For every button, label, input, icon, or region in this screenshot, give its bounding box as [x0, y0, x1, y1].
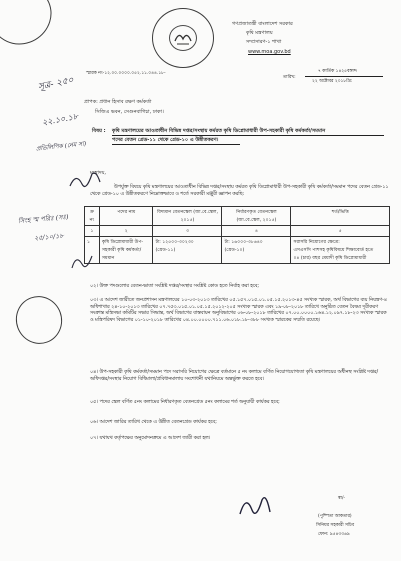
table-cell-condition — [291, 237, 390, 264]
signature-scribble-icon — [236, 492, 276, 522]
new-scale-line-1: টা: ১৬০০০-৩৮৬৪০ — [224, 240, 263, 245]
paragraph-07: ০৭। যথাযথ কর্তৃপক্ষের অনুমোদনক্রমে এ আদেশ জারী করা হল। — [90, 436, 211, 441]
handwritten-date-note-2: ২৫/১০/১৮ — [33, 231, 64, 243]
signatory-title: সিনিয়র সহকারী সচিব — [316, 523, 355, 528]
margin-scribble-icon — [70, 252, 96, 274]
old-scale-line-1: টা: ১২৫০০-৩০২৩০ — [155, 240, 194, 245]
post-line-3: সমমান — [102, 256, 115, 261]
left-round-stamp — [9, 290, 69, 351]
condition-line-1: সরাসরি নিয়োগের ক্ষেত্রে: — [293, 240, 340, 245]
signatory-name: (পুষ্পিতা আকতার) — [318, 514, 352, 519]
table-header-old-scale: বিদ্যমান বেতনস্কেল (জা.বে.স্কেল, ২০১৫) — [153, 207, 222, 226]
handwritten-ref-note: সূত্র- ২৫০ — [37, 75, 75, 93]
paragraph-03: ০৩। এ আদেশ জারীতে জনপ্রশাসন মন্ত্রণালয়ের ১০-০৩-২০১৩ তারিখের ০৫.১৫৭.০১৫.০১.০৫.১৫.২০১৩-৪৫ সংখ্যক স্মারক, অর্থ বিভাগের ব্যয় নিয়ন্ত্রণ-৪ অধিশাখার ২৪-১০-২০১৩ তারিখের ০৭.৭৫৩.০১৫.০১.০৫.১৫.২০১২-২০৫ সংখ্যক স্মারক এবং ১৯-০৮-২০১৮ তারিখে অনুষ্ঠিত বেতন বৈষম্য দূরীকরণ সংক্রান্ত মন্ত্রিসভা কমিটির সভার সিদ্ধান্ত, অর্থ বিভাগের বাস্তবায়ন অনুবিভাগের ০৬-০৮-২০১৮ তারিখের ০৭.০০.০০০০.১৬৪.১২.০৯৭.১৮-২৩ সংখ্যক স্মারক ও মন্ত্রিপরিষদ বিভাগের ০১-১০-২০১৮ তারিখের ০৪.০০.০০০০.৭১১.০৬.০১৮.১৮-৩৮৮ সংখ্যক স্মারকের সম্মতি রয়েছে। — [90, 298, 387, 323]
table-header-condition: শর্ত/ভিত্তি — [291, 207, 390, 226]
table-header-new-scale: নির্ধারণকৃত বেতনস্কেল (জা.বে.স্কেল, ২০১৫) — [222, 207, 291, 226]
paragraph-02: ০২। উক্ত পদগুলোর বেতন-ভাতা সংশ্লিষ্ট দপ্তর/সংস্থার সংশ্লিষ্ট কোড হতে নির্বাহ করা হবে; — [90, 284, 260, 289]
corner-stamp — [0, 0, 62, 56]
table-cell-post — [100, 237, 153, 264]
subject-line-1: কৃষি মন্ত্রণালয়ের আওতাধীন বিভিন্ন দপ্তর/সংস্থায় কর্মরত কৃষি ডিপ্লোমাধারী উপ-সহকারী কৃষি কর্মকর্তা/সমমান — [112, 128, 326, 134]
scale-table — [84, 206, 390, 264]
subject-label: বিষয় : — [92, 128, 106, 134]
seal-emblem-icon — [171, 27, 195, 49]
table-index-4: ৪ — [222, 226, 291, 237]
round-seal-stamp — [152, 8, 214, 68]
ministry-name: কৃষি মন্ত্রণালয় — [246, 30, 273, 36]
salutation: মহোদয়, — [90, 170, 107, 176]
table-header-no: ক্র নং — [85, 207, 100, 226]
paragraph-05: ০৫। পদের স্কেল বর্ণিত ৫নং কলামের নির্ধারণকৃত বেতনগ্রেড ৫নং কলামের শর্ত অনুযায়ী কার্যকর হবে; — [90, 400, 280, 405]
handwritten-forward-note: প্রতিলিপিক (নেম স্য) — [35, 140, 87, 153]
signatory-phone: ফোন: ৯৫৪৩৩৬৯ — [318, 532, 350, 537]
table-index-5: ৫ — [291, 226, 390, 237]
recipient-to: প্রাপক: প্রধান হিসাব রক্ষণ কর্মকর্তা — [84, 99, 152, 105]
handwritten-table-note: সিংহ স্ম পরিঃ (সঃ) — [17, 212, 69, 226]
table-cell-old-scale — [153, 237, 222, 264]
section-name: সম্প্রসারণ-১ শাখা — [246, 39, 282, 45]
table-cell-no: ১ — [85, 237, 100, 264]
date-bangla: ৭ কার্তিক ১৪২৫বঙ্গাব্দ — [318, 69, 357, 74]
date-divider — [305, 76, 383, 77]
memo-ref: স্মারক নং-১২.০০.০০০০.০৫২.১১.০৪৪.১৮- — [86, 71, 166, 76]
subject-underline-2 — [112, 144, 240, 145]
handwritten-date-note: ২২.১০.১৮ — [41, 111, 79, 128]
table-header-post: পদের নাম — [100, 207, 153, 226]
post-line-2: সহকারী কৃষি কর্মকর্তা/ — [102, 248, 142, 253]
initials-scribble-icon — [68, 168, 102, 194]
table-index-1: ১ — [85, 226, 100, 237]
table-header-row — [85, 207, 390, 226]
table-index-2: ২ — [100, 226, 153, 237]
table-row — [85, 237, 390, 264]
date-label: তারিখ: — [283, 75, 296, 80]
subject-line-2: পদের বেতন গ্রেড-১১ থেকে গ্রেড-১০ এ উন্নীতকরণ। — [112, 137, 219, 143]
new-scale-line-2: (গ্রেড-১০) — [224, 248, 245, 253]
condition-line-2: এসএসসি পাশসহ কৃষিবিষয়ে শিক্ষাবোর্ড হতে — [293, 248, 374, 253]
table-cell-new-scale — [222, 237, 291, 264]
old-scale-line-2: (গ্রেড-১১) — [155, 248, 176, 253]
recipient-address: সিজিএ ভবন, সেগুনবাগিচা, ঢাকা। — [95, 109, 164, 115]
signature-mark: স্বা/- — [338, 496, 346, 501]
date-english: ২২ অক্টোবর ২০১৮খ্রি: — [312, 79, 353, 84]
condition-line-3: ০৪ (চার) বছর মেয়াদী কৃষি ডিপ্লোমাধারী — [293, 256, 367, 261]
intro-paragraph: উপর্যুক্ত বিষয়ে কৃষি মন্ত্রণালয়ের আওতাধীন বিভিন্ন দপ্তর/সংস্থায় কর্মরত কৃষি ডিপ্লোমাধারী উপ-সহকারী কৃষি কর্মকর্তা/সমমান পদের বেতন গ্রেড-১১ থেকে গ্রেড-১০ এ উন্নীতকরণে নিম্নোক্তভাবে ও শর্তে সরকারী মঞ্জুরী জ্ঞাপন করছি: — [90, 185, 389, 197]
paragraph-06: ০৬। আদেশ জারির তারিখ থেকে এ উন্নীত বেতনগ্রেড কার্যকর হবে; — [90, 420, 217, 425]
table-index-row — [85, 226, 390, 237]
subject-underline-1 — [112, 135, 384, 136]
website-link[interactable]: www.moa.gov.bd — [248, 49, 291, 55]
table-index-3: ৩ — [153, 226, 222, 237]
paragraph-04: ০৪। উপ-সহকারী কৃষি কর্মকর্তা/সমমান পদে সরাসরি নিয়োগের ক্ষেত্রে বর্তমানে ৫ নং কলামে বর্ণিত নিয়োগযোগ্যতা কৃষি মন্ত্রণালয়ের অধীনস্থ সংশ্লিষ্ট দপ্তর/অধিদপ্তর/সংস্থার নিয়োগ বিধিমালা/প্রবিধানমালায় সংশোধনী যথানিয়মে অন্তর্ভুক্ত করতে হবে। — [90, 370, 379, 382]
govt-name: গণপ্রজাতন্ত্রী বাংলাদেশ সরকার — [232, 21, 293, 27]
post-line-1: কৃষি ডিপ্লোমাধারী উপ- — [102, 240, 143, 245]
